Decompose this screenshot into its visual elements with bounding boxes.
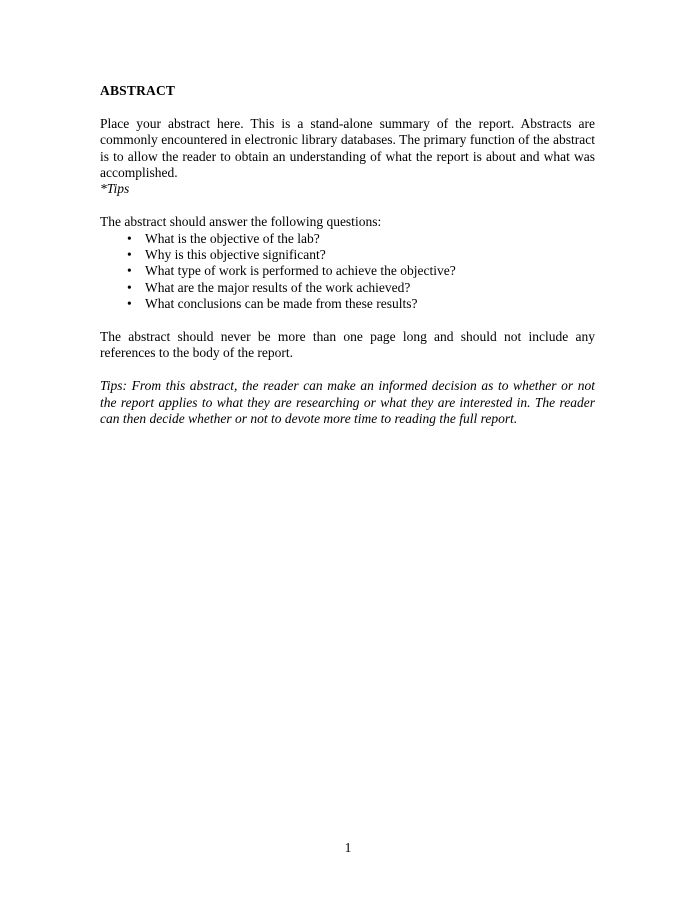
list-item <box>127 279 595 296</box>
tips-marker: *Tips <box>100 181 130 197</box>
question-text: Why is this objective significant? <box>145 247 326 263</box>
list-item <box>127 230 595 247</box>
list-item <box>127 296 595 312</box>
questions-intro: The abstract should answer the following questions: <box>100 214 382 230</box>
question-text: What conclusions can be made from these results? <box>145 296 418 312</box>
question-text: What type of work is performed to achieve the objective? <box>145 263 456 279</box>
bullet-icon: • <box>127 296 132 312</box>
question-text: What is the objective of the lab? <box>145 230 320 246</box>
bullet-icon: • <box>127 230 132 246</box>
tips-paragraph: Tips: From this abstract, the reader can make an informed decision as to whether or not the report applies to what they are researching or what they are interested in. The reader can then decide whether or not to devote more time to reading the full report. <box>100 378 595 427</box>
list-item <box>127 263 595 279</box>
document-body <box>100 83 595 427</box>
bullet-icon: • <box>127 279 132 295</box>
abstract-paragraph: Place your abstract here. This is a stand-alone summary of the report. Abstracts are commonly encountered in electronic library databases. The primary function of the abstract is to allow the reader to obtain an understanding of what the report is about and what was accomplished. <box>100 115 595 181</box>
page-number: 1 <box>344 840 352 855</box>
bullet-icon: • <box>127 247 132 263</box>
question-text: What are the major results of the work achieved? <box>145 279 411 295</box>
length-paragraph: The abstract should never be more than one page long and should not include any references to the body of the report. <box>100 329 595 361</box>
bullet-icon: • <box>127 263 132 279</box>
abstract-heading: ABSTRACT <box>100 83 176 98</box>
list-item <box>127 247 595 263</box>
questions-list <box>100 231 595 313</box>
